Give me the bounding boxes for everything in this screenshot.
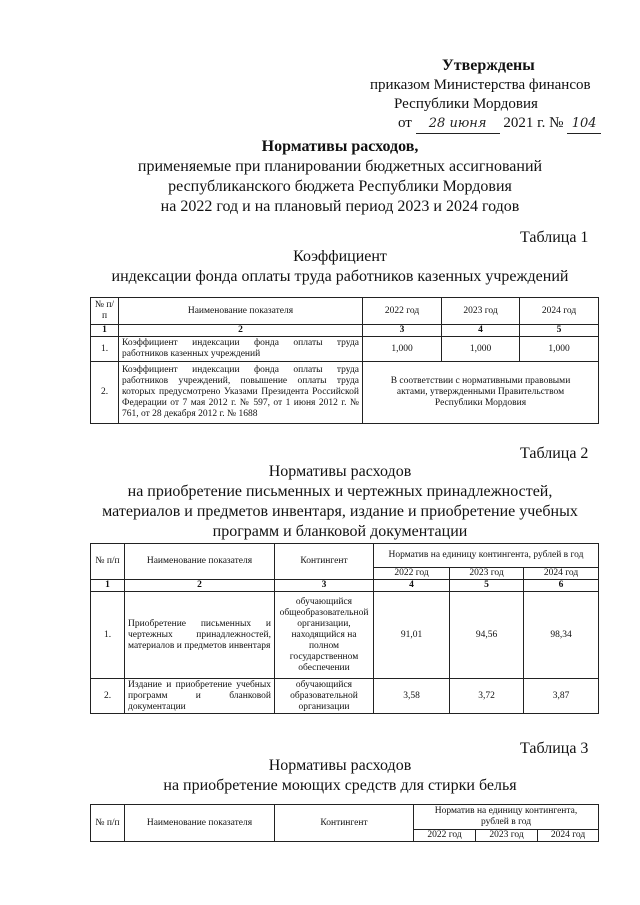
table2-header-num: № п/п <box>91 544 125 580</box>
table2-colnum-row <box>91 580 599 592</box>
approval-date-prefix: от <box>398 115 412 131</box>
table1-header-2022: 2022 год <box>363 298 442 325</box>
table1-title-line2: индексации фонда оплаты труда работников казенных учреждений <box>111 268 569 285</box>
value-2022: 3,58 <box>374 679 450 714</box>
document-title-line1: применяемые при планировании бюджетных ассигнований <box>137 158 543 175</box>
table3-label: Таблица 3 <box>520 740 589 757</box>
approval-title: Утверждены <box>442 57 535 74</box>
table2-header-row <box>91 544 599 568</box>
row-name: Коэффициент индексации фонда оплаты труда работников учреждений, повышение оплаты труда которых предусмотрено Указами Президента Российской Федерации от 7 мая 2012 г. № 597, от 1 июня 2012 г. № 761, от 28 декабря 2012 г. № 1688 <box>119 362 363 424</box>
value-2024: 98,34 <box>524 592 599 679</box>
table2-title-line2: на приобретение письменных и чертежных принадлежностей, <box>127 483 553 500</box>
row-contingent: обучающийся общеобразовательной организации, находящийся на полном государственном обеспечении <box>275 592 374 679</box>
table2-header-contingent: Контингент <box>275 544 374 580</box>
value-2023: 3,72 <box>450 679 524 714</box>
table1-header-row <box>91 298 599 325</box>
approval-line1: приказом Министерства финансов <box>370 77 591 93</box>
table1-colnum: 1 <box>91 325 119 337</box>
document-title-line3: на 2022 год и на плановый период 2023 и 2024 годов <box>160 198 520 215</box>
table3-header-contingent: Контингент <box>275 805 414 842</box>
table2 <box>90 543 599 714</box>
merged-value: В соответствии с нормативными правовыми актами, утвержденными Правительством Республики Мордовия <box>363 362 599 424</box>
table2-colnum: 1 <box>91 580 125 592</box>
table2-colnum: 6 <box>524 580 599 592</box>
table1-header-2023: 2023 год <box>442 298 520 325</box>
table2-colnum: 5 <box>450 580 524 592</box>
table1-title-line1: Коэффициент <box>293 248 387 265</box>
table2-label: Таблица 2 <box>520 445 589 462</box>
table1-header-num: № п/п <box>91 298 119 325</box>
row-num: 2. <box>91 679 125 714</box>
table3-title-line2: на приобретение моющих средств для стирки белья <box>163 777 517 794</box>
value-2022: 91,01 <box>374 592 450 679</box>
document-title-bold: Нормативы расходов, <box>261 138 419 155</box>
value-2023: 94,56 <box>450 592 524 679</box>
table2-title-line1: Нормативы расходов <box>268 463 412 480</box>
approval-year: 2021 г. № <box>503 115 564 131</box>
table-row <box>91 592 599 679</box>
table2-title-line3: материалов и предметов инвентаря, издание и приобретение учебных <box>102 503 578 520</box>
table-row <box>91 679 599 714</box>
table1-colnum-row <box>91 325 599 337</box>
row-num: 1. <box>91 592 125 679</box>
table2-colnum: 4 <box>374 580 450 592</box>
table3-header-row <box>91 805 599 830</box>
table2-header-2022: 2022 год <box>374 568 450 580</box>
row-name: Приобретение письменных и чертежных принадлежностей, материалов и предметов инвентаря <box>125 592 275 679</box>
table2-header-2023: 2023 год <box>450 568 524 580</box>
table3-header-name: Наименование показателя <box>125 805 275 842</box>
table2-title-line4: программ и бланковой документации <box>212 523 468 540</box>
table1 <box>90 297 599 424</box>
document-title <box>100 137 580 217</box>
row-contingent: обучающийся образовательной организации <box>275 679 374 714</box>
table3-header-num: № п/п <box>91 805 125 842</box>
approval-block <box>370 56 610 134</box>
row-name: Издание и приобретение учебных программ и бланковой документации <box>125 679 275 714</box>
table3 <box>90 804 599 842</box>
value-2023: 1,000 <box>442 337 520 362</box>
table1-colnum: 2 <box>119 325 363 337</box>
table3-header-2024: 2024 год <box>538 830 599 842</box>
table2-title <box>90 462 590 542</box>
table1-label: Таблица 1 <box>520 229 589 246</box>
table2-header-norm: Норматив на единицу контингента, рублей в год <box>374 544 599 568</box>
table-row <box>91 362 599 424</box>
row-name: Коэффициент индексации фонда оплаты труда работников казенных учреждений <box>119 337 363 362</box>
table1-header-2024: 2024 год <box>520 298 599 325</box>
table3-title <box>90 756 590 796</box>
table2-colnum: 2 <box>125 580 275 592</box>
row-num: 1. <box>91 337 119 362</box>
document-title-line2: республиканского бюджета Республики Мордовия <box>168 178 512 195</box>
table1-title <box>100 247 580 287</box>
table1-colnum: 3 <box>363 325 442 337</box>
row-num: 2. <box>91 362 119 424</box>
table2-header-name: Наименование показателя <box>125 544 275 580</box>
approval-line2: Республики Мордовия <box>394 96 538 112</box>
table1-colnum: 4 <box>442 325 520 337</box>
table1-colnum: 5 <box>520 325 599 337</box>
table3-title-line1: Нормативы расходов <box>268 757 412 774</box>
table1-header-name: Наименование показателя <box>119 298 363 325</box>
approval-date-line <box>398 114 610 134</box>
handwritten-date: 28 июня <box>416 114 500 134</box>
handwritten-number: 104 <box>567 114 601 134</box>
table3-header-norm: Норматив на единицу контингента, рублей в год <box>414 805 599 830</box>
table3-header-2023: 2023 год <box>476 830 538 842</box>
table2-header-2024: 2024 год <box>524 568 599 580</box>
table-row <box>91 337 599 362</box>
value-2024: 1,000 <box>520 337 599 362</box>
value-2024: 3,87 <box>524 679 599 714</box>
value-2022: 1,000 <box>363 337 442 362</box>
table2-colnum: 3 <box>275 580 374 592</box>
table3-header-2022: 2022 год <box>414 830 476 842</box>
